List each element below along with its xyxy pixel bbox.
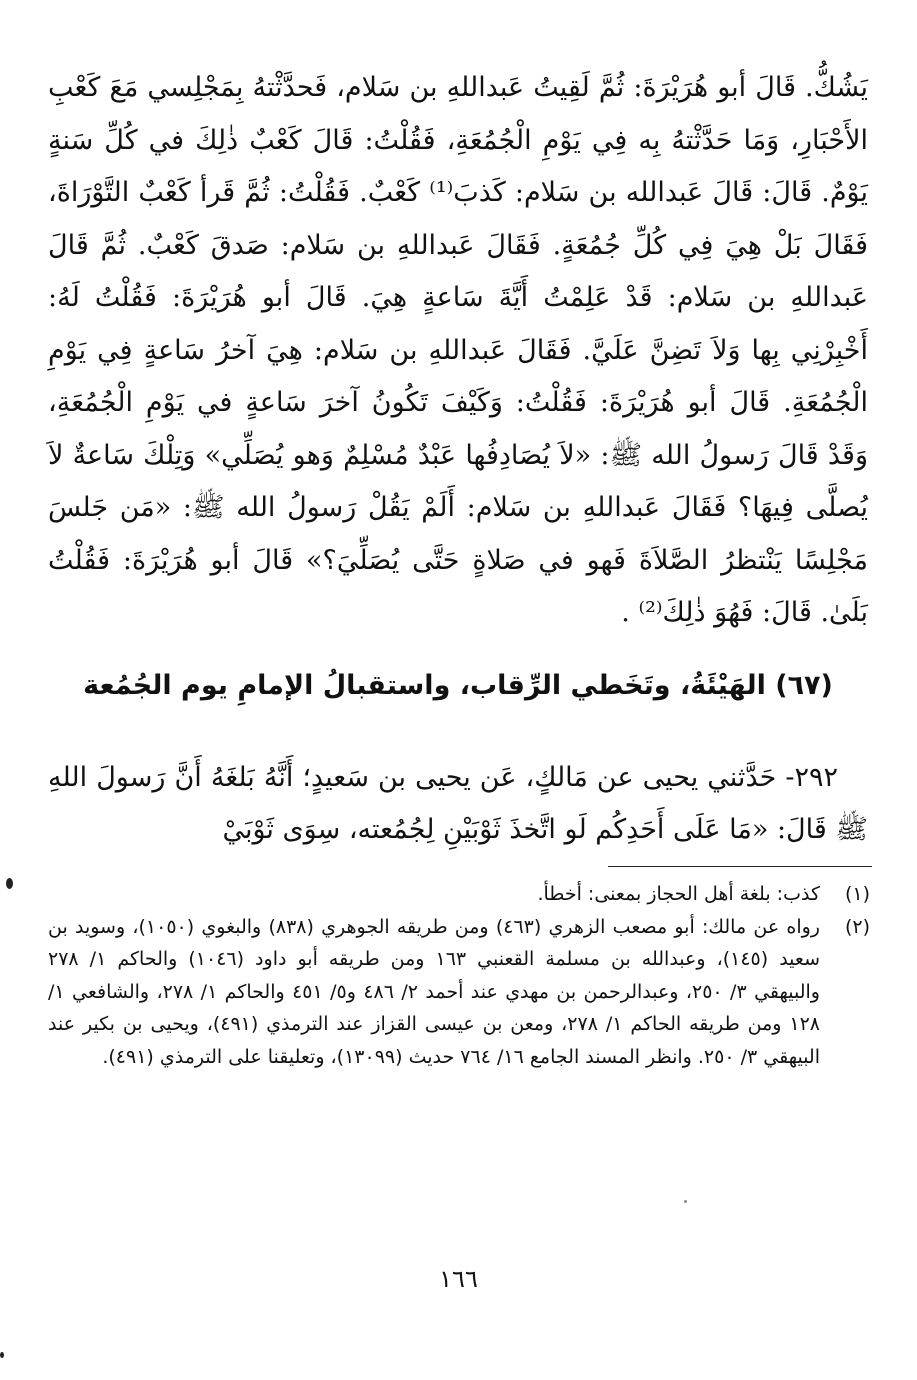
footnote-1 [48,878,870,911]
section-heading: (٦٧) الهَيْئَةُ، وتَخَطي الرِّقاب، واستقبالُ الإمامِ يوم الجُمُعة [83,670,833,701]
footnote-number: (٢) [844,915,870,938]
scan-mark [0,1352,4,1358]
footnote-number: (١) [844,883,870,905]
footnote-text: رواه عن مالك: أبو مصعب الزهري (٤٦٣) ومن طريقه الجوهري (٨٣٨) والبغوي (١٠٥٠)، وسويد بن سعيد (١٤٥)، وعبدالله بن مسلمة القعنبي ١٦٣ ومن طريقه أبو داود (١٠٤٦) والحاكم ١/ ٢٧٨ والبيهقي ٣/ ٢٥٠، وعبدالرحمن بن مهدي عند أحمد ٢/ ٤٨٦ و٥/ ٤٥١ والحاكم ١/ ٢٧٨، والشافعي ١/ ١٢٨ ومن طريقه الحاكم ١/ ٢٧٨، ومعن بن عيسى القزاز عند الترمذي (٤٩١)، ويحيى بن بكير عند البيهقي ٣/ ٢٥٠. وانظر المسند الجامع ١٦/ ٧٦٤ حديث (١٣٠٩٩)، وتعليقنا على الترمذي (٤٩١). [48,915,821,1068]
hadith-paragraph: ٢٩٢- حَدَّثني يحيى عن مَالكٍ، عَن يحيى بن سَعيدٍ؛ أَنَّهُ بَلغَهُ أَنَّ رَسولَ اللهِ ﷺ قَالَ: «مَا عَلَى أَحَدِكُم لَو اتَّخذَ ثَوْبَيْنِ لِجُمُعته، سِوَى ثَوْبَيْ [48,762,868,845]
main-paragraph: يَشُكُّ. قَالَ أبو هُرَيْرَةَ: ثُمَّ لَقِيتُ عَبداللهِ بن سَلام، فَحدَّثْتهُ بِمَجْلِسي مَعَ كَعْبِ الأَحْبَارِ، وَمَا حَدَّثْتهُ بِه فِي يَوْمِ الْجُمُعَةِ، فَقُلْتُ: قَالَ كَعْبٌ ذٰلِكَ في كُلِّ سَنةٍ يَوْمٌ. قَالَ: قَالَ عَبدالله بن سَلام: كَذبَ⁽¹⁾ كَعْبٌ. فَقُلْتُ: ثُمَّ قَرأ كَعْبٌ التَّوْرَاةَ، فَقَالَ بَلْ هِيَ فِي كُلِّ جُمُعَةٍ. فَقَالَ عَبداللهِ بن سَلام: صَدقَ كَعْبٌ. ثُمَّ قَالَ عَبداللهِ بن سَلام: قَدْ عَلِمْتُ أَيَّةَ سَاعةٍ هِيَ. قَالَ أبو هُرَيْرَةَ: فَقُلْتُ لَهُ: أَخْبِرْنِي بِها وَلاَ تَضِنَّ عَلَيَّ. فَقَالَ عَبداللهِ بن سَلام: هِيَ آخرُ سَاعةٍ فِي يَوْمِ الْجُمُعَةِ. قَالَ أبو هُرَيْرَةَ: فَقُلْتُ: وَكَيْفَ تَكُونُ آخرَ سَاعةٍ في يَوْمِ الْجُمُعَةِ، وَقَدْ قَالَ رَسولُ الله ﷺ: «لاَ يُصَادِفُها عَبْدٌ مُسْلِمٌ وَهو يُصَلِّي» وَتِلْكَ سَاعةٌ لاَ يُصلَّى فِيهَا؟ فَقَالَ عَبداللهِ بن سَلام: أَلَمْ يَقُلْ رَسولُ الله ﷺ: «مَن جَلسَ مَجْلِسًا يَنْتظرُ الصَّلاَةَ فَهو في صَلاةٍ حَتَّى يُصَلِّيَ؟» قَالَ أبو هُرَيْرَةَ: فَقُلْتُ بَلَىٰ. قَالَ: فَهُوَ ذٰلِكَ⁽²⁾ . [48,72,869,628]
footnote-separator [608,866,872,867]
footnote-text: كذب: بلغة أهل الحجاز بمعنى: أخطأ. [537,883,820,905]
footnote-2 [48,911,870,1074]
scan-mark [6,878,13,889]
scan-mark [684,1200,687,1203]
page-number: ١٦٦ [439,1265,478,1293]
footnotes-list [48,878,870,1073]
